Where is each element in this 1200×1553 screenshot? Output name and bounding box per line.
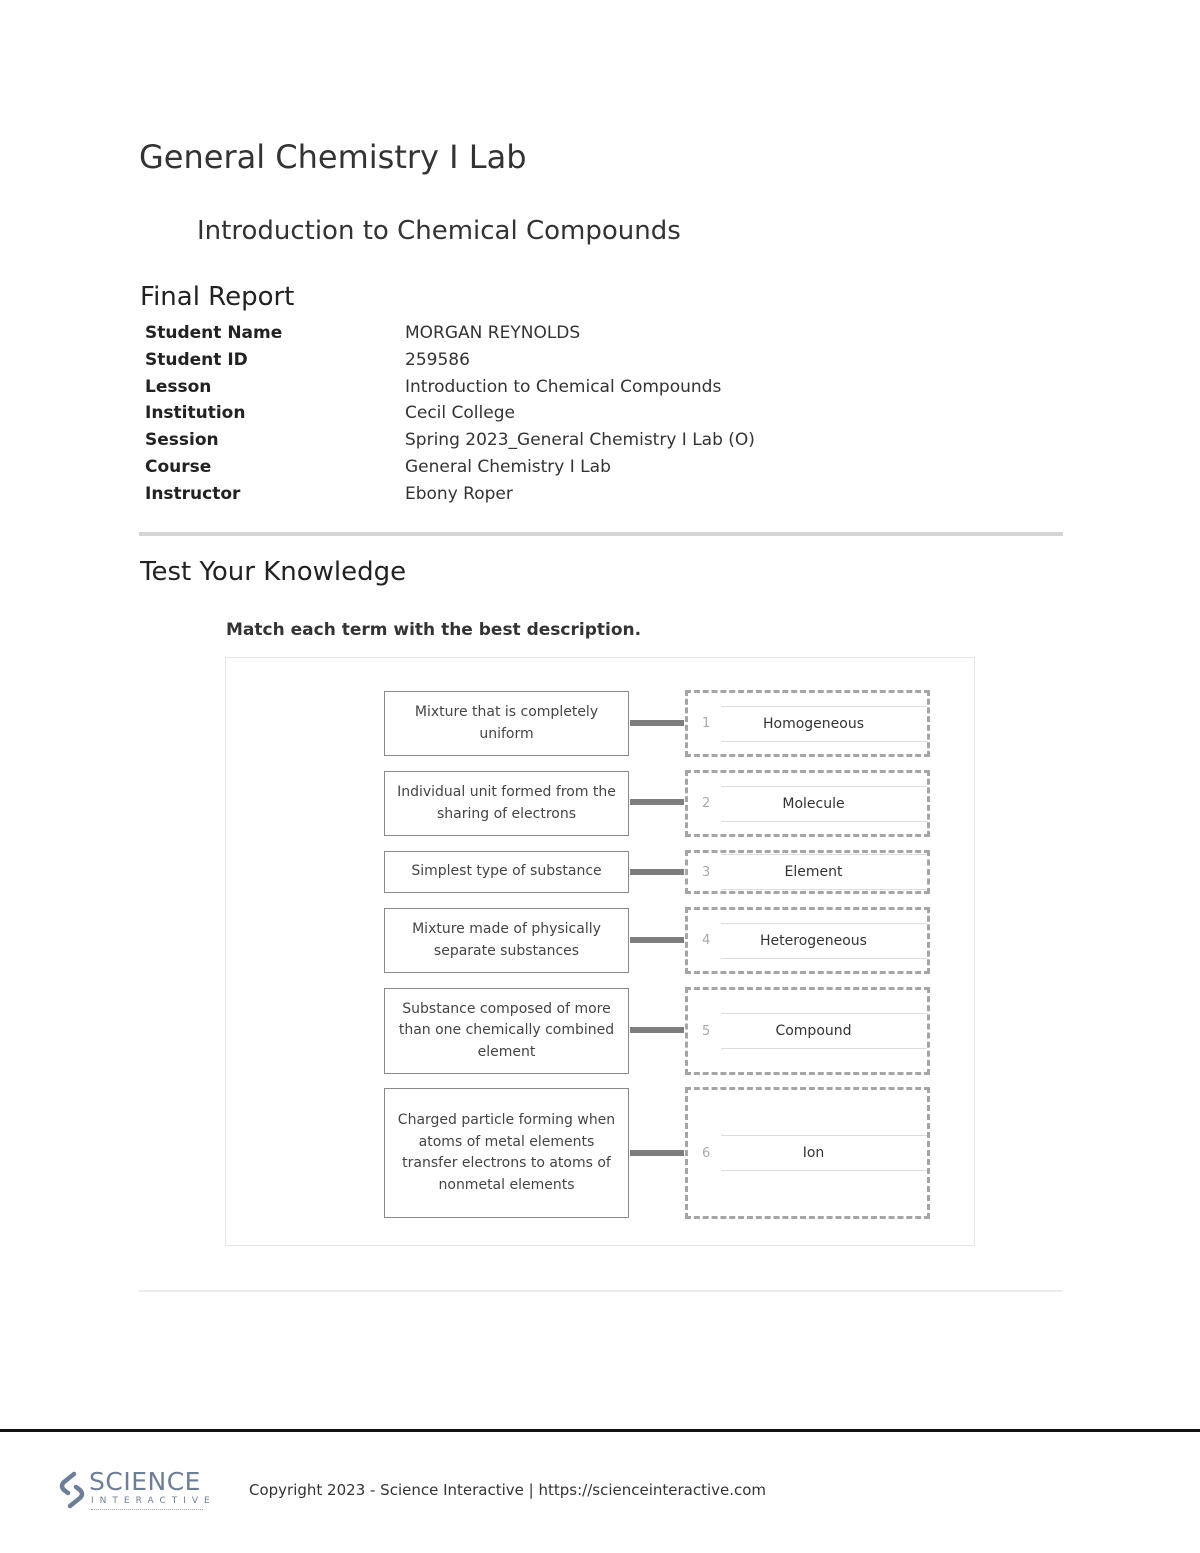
logo-tagline (91, 1509, 203, 1512)
info-row-institution (145, 400, 755, 427)
term-drop-zone[interactable] (685, 770, 930, 837)
term-number: 6 (702, 1145, 711, 1161)
term-label: Homogeneous (762, 715, 864, 732)
logo-wordmark: SCIENCE (89, 1467, 201, 1496)
question-instruction: Match each term with the best description. (226, 620, 642, 640)
description-card: Simplest type of substance (384, 851, 629, 893)
info-row-lesson (145, 374, 755, 401)
term-chip[interactable] (688, 854, 927, 890)
term-chip[interactable] (688, 786, 927, 822)
info-label: Student ID (145, 349, 248, 370)
chain-link-icon (58, 1470, 86, 1510)
course-title: General Chemistry I Lab (139, 138, 527, 176)
term-number: 5 (702, 1023, 711, 1039)
info-label: Session (145, 430, 219, 451)
student-info-table (145, 320, 755, 508)
match-connector (630, 869, 684, 875)
info-label: Institution (145, 403, 246, 424)
term-chip[interactable] (688, 1013, 927, 1049)
footer-divider (0, 1429, 1200, 1432)
lesson-title: Introduction to Chemical Compounds (197, 216, 681, 246)
term-label: Compound (775, 1023, 852, 1039)
term-chip[interactable] (688, 923, 927, 959)
term-label: Ion (802, 1145, 825, 1161)
match-connector (630, 937, 684, 943)
info-row-instructor (145, 481, 755, 508)
term-number: 3 (702, 864, 711, 880)
info-value: MORGAN REYNOLDS (405, 323, 581, 343)
info-value: Spring 2023_General Chemistry I Lab (O) (405, 430, 755, 451)
info-value: 259586 (405, 349, 470, 370)
info-value: Ebony Roper (405, 483, 513, 504)
term-label: Heterogeneous (760, 932, 867, 949)
description-card: Mixture made of physically separate substances (384, 908, 629, 973)
term-number: 1 (702, 716, 711, 731)
description-card: Mixture that is completely uniform (384, 691, 629, 756)
section-divider (139, 532, 1063, 536)
term-drop-zone[interactable] (685, 987, 930, 1075)
info-row-student-name (145, 320, 755, 347)
section-divider (139, 1290, 1063, 1292)
final-report-heading: Final Report (140, 282, 295, 312)
term-chip[interactable] (688, 1135, 927, 1171)
logo-subtitle: INTERACTIVE (91, 1496, 216, 1506)
term-drop-zone[interactable] (685, 907, 930, 974)
term-number: 4 (702, 933, 711, 948)
match-connector (630, 799, 684, 805)
info-row-course (145, 454, 755, 481)
copyright-text: Copyright 2023 - Science Interactive | https://scienceinteractive.com (249, 1481, 767, 1499)
info-value: Introduction to Chemical Compounds (405, 376, 722, 397)
info-row-student-id (145, 347, 755, 374)
science-interactive-logo (58, 1468, 218, 1514)
test-your-knowledge-heading: Test Your Knowledge (140, 557, 407, 587)
match-connector (630, 720, 684, 726)
term-drop-zone[interactable] (685, 1087, 930, 1219)
term-label: Element (784, 864, 843, 880)
info-label: Instructor (145, 483, 241, 504)
term-number: 2 (702, 796, 711, 811)
description-card: Substance composed of more than one chemically combined element (384, 988, 629, 1074)
term-label: Molecule (782, 795, 845, 812)
match-connector (630, 1150, 684, 1156)
description-card: Charged particle forming when atoms of metal elements transfer electrons to atoms of nonmetal elements (384, 1088, 629, 1218)
info-label: Lesson (145, 376, 212, 397)
info-value: General Chemistry I Lab (405, 456, 611, 477)
term-chip[interactable] (688, 706, 927, 742)
match-connector (630, 1027, 684, 1033)
term-drop-zone[interactable] (685, 850, 930, 894)
term-drop-zone[interactable] (685, 690, 930, 757)
info-label: Course (145, 456, 212, 477)
description-card: Individual unit formed from the sharing of electrons (384, 771, 629, 836)
info-row-session (145, 427, 755, 454)
info-label: Student Name (145, 323, 283, 343)
info-value: Cecil College (405, 403, 515, 424)
